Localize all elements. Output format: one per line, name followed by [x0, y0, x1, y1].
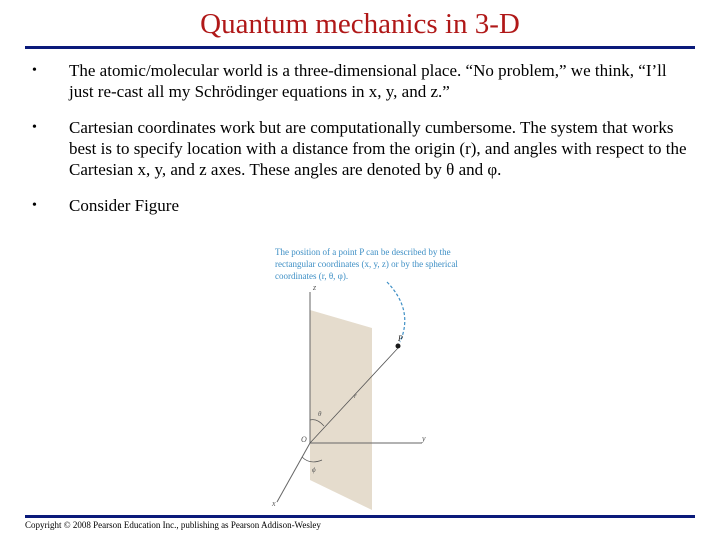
- bullet-marker: •: [32, 120, 37, 135]
- point-p-label: P: [398, 334, 403, 343]
- point-p-marker: [396, 344, 401, 349]
- figure-caption: The position of a point P can be described by the rectangular coordinates (x, y, z) or by the spherical coordinates (r, θ, φ).: [275, 247, 458, 281]
- bullet-text: The atomic/molecular world is a three-dimensional place. “No problem,” we think, “I’ll just re-cast all my Schrödinger equations in x, y, and z.”: [69, 61, 667, 101]
- slide-title: Quantum mechanics in 3-D: [200, 8, 520, 40]
- phi-label: ϕ: [312, 466, 316, 474]
- pointer-curve: [387, 282, 405, 342]
- spherical-coordinates-figure: [262, 240, 462, 510]
- bullet-text: Consider Figure: [69, 196, 180, 215]
- origin-label: O: [301, 435, 307, 444]
- x-axis-label: x: [272, 499, 276, 508]
- bullet-item: [30, 60, 695, 102]
- radius-label: r: [354, 392, 357, 400]
- bullet-marker: •: [32, 63, 37, 78]
- bullet-item: [30, 195, 695, 216]
- y-axis-label: y: [422, 434, 426, 443]
- footer-rule: [25, 515, 695, 518]
- x-axis: [277, 443, 310, 502]
- z-axis-label: z: [313, 283, 317, 292]
- bullet-marker: •: [32, 198, 37, 213]
- theta-label: θ: [318, 410, 322, 418]
- bullet-item: [30, 117, 695, 180]
- bullet-list: [30, 60, 695, 231]
- copyright-notice: Copyright © 2008 Pearson Education Inc., publishing as Pearson Addison-Wesley: [25, 520, 321, 530]
- title-underline: [25, 46, 695, 49]
- bullet-text: Cartesian coordinates work but are computationally cumbersome. The system that works best is to specify location with a distance from the origin (r), and angles with respect to the Cartesian x, y, and z axes. These angles are denoted by θ and φ.: [69, 118, 687, 179]
